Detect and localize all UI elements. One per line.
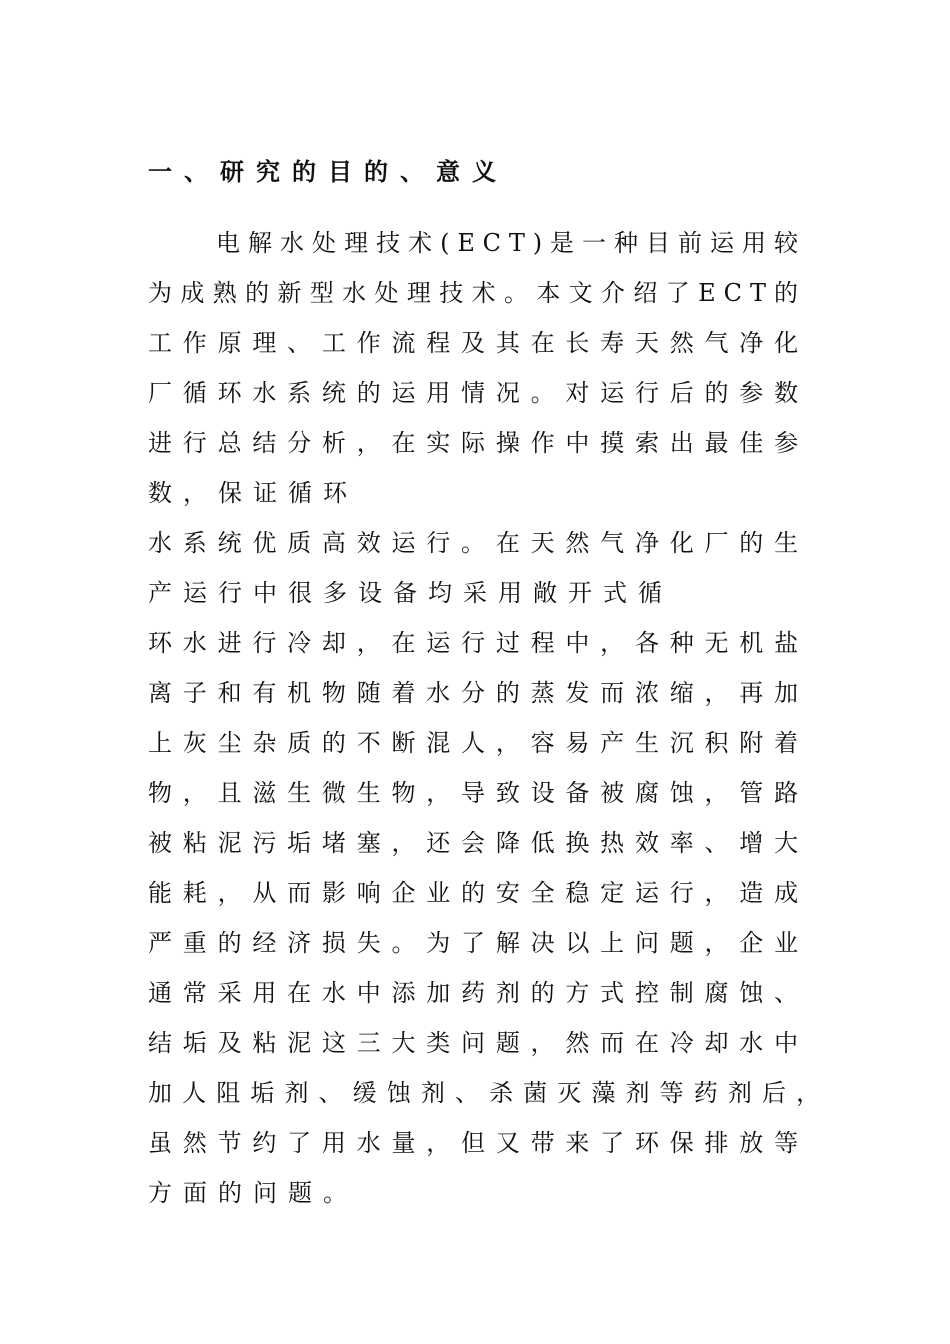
paragraph-line: 严 重 的 经 济 损 失 。 为 了 解 决 以 上 问 题 ， 企 业	[148, 929, 799, 957]
paragraph-line: 进 行 总 结 分 析 ， 在 实 际 操 作 中 摸 索 出 最 佳 参	[148, 429, 799, 457]
paragraph-line: 电 解 水 处 理 技 术 ( E C T ) 是 一 种 目 前 运 用 较	[216, 229, 799, 257]
paragraph-line: 结 垢 及 粘 泥 这 三 大 类 问 题 ， 然 而 在 冷 却 水 中	[148, 1029, 799, 1057]
paragraph-line: 上 灰 尘 杂 质 的 不 断 混 人 ， 容 易 产 生 沉 积 附 着	[148, 729, 799, 757]
paragraph-line: 离 子 和 有 机 物 随 着 水 分 的 蒸 发 而 浓 缩 ， 再 加	[148, 679, 799, 707]
paragraph-line: 被 粘 泥 污 垢 堵 塞 ， 还 会 降 低 换 热 效 率 、 增 大	[148, 829, 799, 857]
paragraph-line: 为 成 熟 的 新 型 水 处 理 技 术 。 本 文 介 绍 了 E C T 的	[148, 279, 799, 307]
paragraph-line: 工 作 原 理 、 工 作 流 程 及 其 在 长 寿 天 然 气 净 化	[148, 329, 799, 357]
paragraph-line: 通 常 采 用 在 水 中 添 加 药 剂 的 方 式 控 制 腐 蚀 、	[148, 979, 799, 1007]
paragraph-line: 数，保证循环	[148, 479, 358, 507]
paragraph-line: 加 人 阻 垢 剂 、 缓 蚀 剂 、 杀 菌 灭 藻 剂 等 药 剂 后 ，	[148, 1079, 821, 1107]
paragraph-line: 能 耗 ， 从 而 影 响 企 业 的 安 全 稳 定 运 行 ， 造 成	[148, 879, 799, 907]
paragraph-line: 环 水 进 行 冷 却 ， 在 运 行 过 程 中 ， 各 种 无 机 盐	[148, 629, 799, 657]
paragraph-line: 产运行中很多设备均采用敞开式循	[148, 579, 673, 607]
paragraph-line: 厂 循 环 水 系 统 的 运 用 情 况 。 对 运 行 后 的 参 数	[148, 379, 799, 407]
paragraph-line: 物 ， 且 滋 生 微 生 物 ， 导 致 设 备 被 腐 蚀 ， 管 路	[148, 779, 799, 807]
paragraph-line: 方面的问题。	[148, 1179, 358, 1207]
paragraph-line: 虽 然 节 约 了 用 水 量 ， 但 又 带 来 了 环 保 排 放 等	[148, 1129, 799, 1157]
section-heading: 一、研究的目的、意义	[148, 157, 508, 186]
paragraph-line: 水 系 统 优 质 高 效 运 行 。 在 天 然 气 净 化 厂 的 生	[148, 529, 799, 557]
